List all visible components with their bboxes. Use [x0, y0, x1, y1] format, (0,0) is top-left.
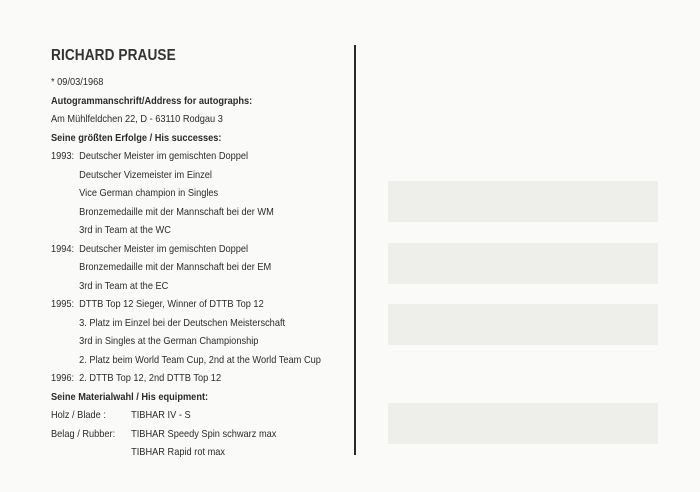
success-item: Bronzemedaille mit der Mannschaft bei der WM: [79, 205, 274, 218]
equipment-heading: Seine Materialwahl / His equipment:: [51, 390, 209, 403]
success-year: 1994:: [51, 242, 75, 255]
success-item: Vice German champion in Singles: [79, 187, 219, 199]
success-year: 1996:: [51, 372, 75, 384]
birth-date: * 09/03/1968: [51, 76, 104, 88]
rubber-value: TIBHAR Speedy Spin schwarz max: [131, 427, 277, 440]
address-line: [388, 304, 658, 345]
successes-heading: Seine größten Erfolge / His successes:: [51, 131, 222, 144]
player-info: [51, 47, 351, 462]
address-line: [388, 403, 658, 444]
success-entry: [51, 369, 315, 388]
equipment-rubber: [51, 425, 315, 444]
equipment-blade: [51, 406, 315, 425]
center-divider: [354, 45, 356, 455]
success-item: 3rd in Team at the WC: [79, 224, 171, 236]
success-item: Deutscher Vizemeister im Einzel: [79, 168, 212, 181]
blade-value: TIBHAR IV - S: [131, 409, 191, 421]
successes-list: [51, 147, 351, 388]
success-year: 1995:: [51, 298, 75, 310]
success-item: 3rd in Singles at the German Championship: [79, 335, 259, 347]
success-item: 2. Platz beim World Team Cup, 2nd at the World Team Cup: [79, 353, 321, 366]
success-entry: [51, 240, 315, 259]
rubber-value: TIBHAR Rapid rot max: [131, 446, 226, 458]
address-heading: Autogrammanschrift/Address for autographs:: [51, 94, 253, 107]
autograph-address: Am Mühlfeldchen 22, D - 63110 Rodgau 3: [51, 113, 223, 125]
success-entry: [51, 147, 315, 166]
address-line: [388, 243, 658, 284]
success-item: 2. DTTB Top 12, 2nd DTTB Top 12: [79, 372, 222, 384]
player-name: RICHARD PRAUSE: [51, 47, 176, 64]
success-item: Deutscher Meister im gemischten Doppel: [79, 242, 249, 255]
success-item: 3. Platz im Einzel bei der Deutschen Meisterschaft: [79, 316, 286, 329]
address-line: [388, 181, 658, 222]
success-item: Bronzemedaille mit der Mannschaft bei der EM: [79, 261, 272, 273]
success-item: 3rd in Team at the EC: [79, 279, 169, 292]
success-year: 1993:: [51, 150, 75, 162]
success-item: Deutscher Meister im gemischten Doppel: [79, 150, 249, 162]
success-item: DTTB Top 12 Sieger, Winner of DTTB Top 12: [79, 298, 264, 310]
success-entry: [51, 295, 315, 314]
blade-label: Holz / Blade :: [51, 409, 106, 421]
rubber-label: Belag / Rubber:: [51, 427, 116, 440]
